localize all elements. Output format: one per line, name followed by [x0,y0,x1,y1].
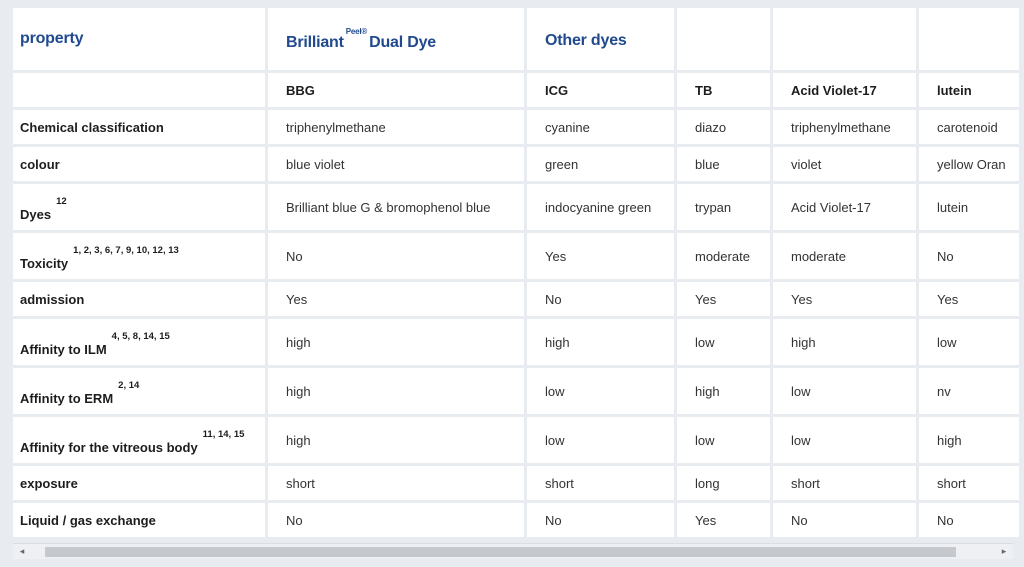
row-label-text: Dyes [20,207,52,222]
table-cell: Yes [268,282,524,316]
table-cell: nv [919,368,1019,414]
row-label-text: colour [20,156,60,172]
horizontal-scrollbar[interactable] [13,543,1013,559]
table-cell: No [268,503,524,537]
subheader-cell: Acid Violet-17 [773,73,916,107]
row-label-text: Liquid / gas exchange [20,512,156,528]
header-other-dyes [527,8,674,70]
row-label [13,417,265,463]
table-cell: low [773,417,916,463]
table-cell: No [919,503,1019,537]
dye-comparison-table [13,8,1019,537]
reference-superscript: 4, 5, 8, 14, 15 [111,331,170,342]
table-cell: high [268,368,524,414]
table-cell: short [268,466,524,500]
table-cell: high [268,417,524,463]
row-label [13,147,265,181]
row-label [13,319,265,365]
table-cell: low [677,417,770,463]
table-cell: No [527,282,674,316]
scroll-right-icon[interactable]: ▸ [1001,546,1007,556]
table-cell: Yes [677,282,770,316]
table-cell: cyanine [527,110,674,144]
reference-superscript: 11, 14, 15 [202,429,245,440]
subheader-cell: ICG [527,73,674,107]
row-label [13,282,265,316]
table-cell: Brilliant blue G & bromophenol blue [268,184,524,230]
row-label [13,233,265,279]
subheader-empty-cell [13,73,265,107]
row-label [13,184,265,230]
table-cell: violet [773,147,916,181]
header-empty-cell [773,8,916,70]
subheader-cell: lutein [919,73,1019,107]
table-cell: high [527,319,674,365]
scroll-left-icon[interactable]: ◂ [19,546,25,556]
table-cell: high [677,368,770,414]
table-cell: long [677,466,770,500]
table-cell: low [527,368,674,414]
table-cell: indocyanine green [527,184,674,230]
header-property-label: property [20,30,84,47]
table-cell: yellow Oran [919,147,1019,181]
row-label-text: Chemical classification [20,119,164,135]
row-label [13,110,265,144]
reference-superscript: 12 [56,196,67,207]
reference-superscript: 2, 14 [118,380,140,391]
table-cell: high [773,319,916,365]
table-cell: No [919,233,1019,279]
header-empty-cell [677,8,770,70]
row-label-text: Affinity to ILM [20,342,107,357]
table-cell: trypan [677,184,770,230]
header-other-label: Other dyes [545,32,627,49]
header-empty-cell [919,8,1019,70]
table-cell: high [919,417,1019,463]
table-cell: low [527,417,674,463]
row-label [13,466,265,500]
table-cell: blue [677,147,770,181]
table-cell: triphenylmethane [773,110,916,144]
scrollbar-thumb[interactable] [45,547,956,557]
table-cell: Yes [677,503,770,537]
table-cell: low [773,368,916,414]
table-cell: Yes [773,282,916,316]
table-cell: short [919,466,1019,500]
table-cell: carotenoid [919,110,1019,144]
table-cell: moderate [773,233,916,279]
subheader-cell: TB [677,73,770,107]
table-cell: low [919,319,1019,365]
table-cell: Yes [527,233,674,279]
header-brilliant-peel [268,8,524,70]
table-cell: No [773,503,916,537]
table-cell: moderate [677,233,770,279]
row-label-text: admission [20,291,85,307]
table-cell: short [773,466,916,500]
table-cell: No [527,503,674,537]
row-label-text: Affinity to ERM [20,391,114,406]
table-cell: low [677,319,770,365]
brand-name-pre: Brilliant [286,34,344,51]
table-cell: No [268,233,524,279]
brand-name-peel: Peel® [345,26,368,36]
table-cell: diazo [677,110,770,144]
table-cell: green [527,147,674,181]
row-label [13,368,265,414]
row-label [13,503,265,537]
table-cell: blue violet [268,147,524,181]
table-cell: lutein [919,184,1019,230]
subheader-cell: BBG [268,73,524,107]
row-label-text: Toxicity [20,256,69,271]
header-property [13,8,265,70]
row-label-text: exposure [20,475,78,491]
brand-name-post: Dual Dye [369,34,436,51]
table-cell: high [268,319,524,365]
row-label-text: Affinity for the vitreous body [20,440,198,455]
table-cell: triphenylmethane [268,110,524,144]
table-cell: short [527,466,674,500]
table-cell: Acid Violet-17 [773,184,916,230]
table-cell: Yes [919,282,1019,316]
reference-superscript: 1, 2, 3, 6, 7, 9, 10, 12, 13 [73,245,179,256]
